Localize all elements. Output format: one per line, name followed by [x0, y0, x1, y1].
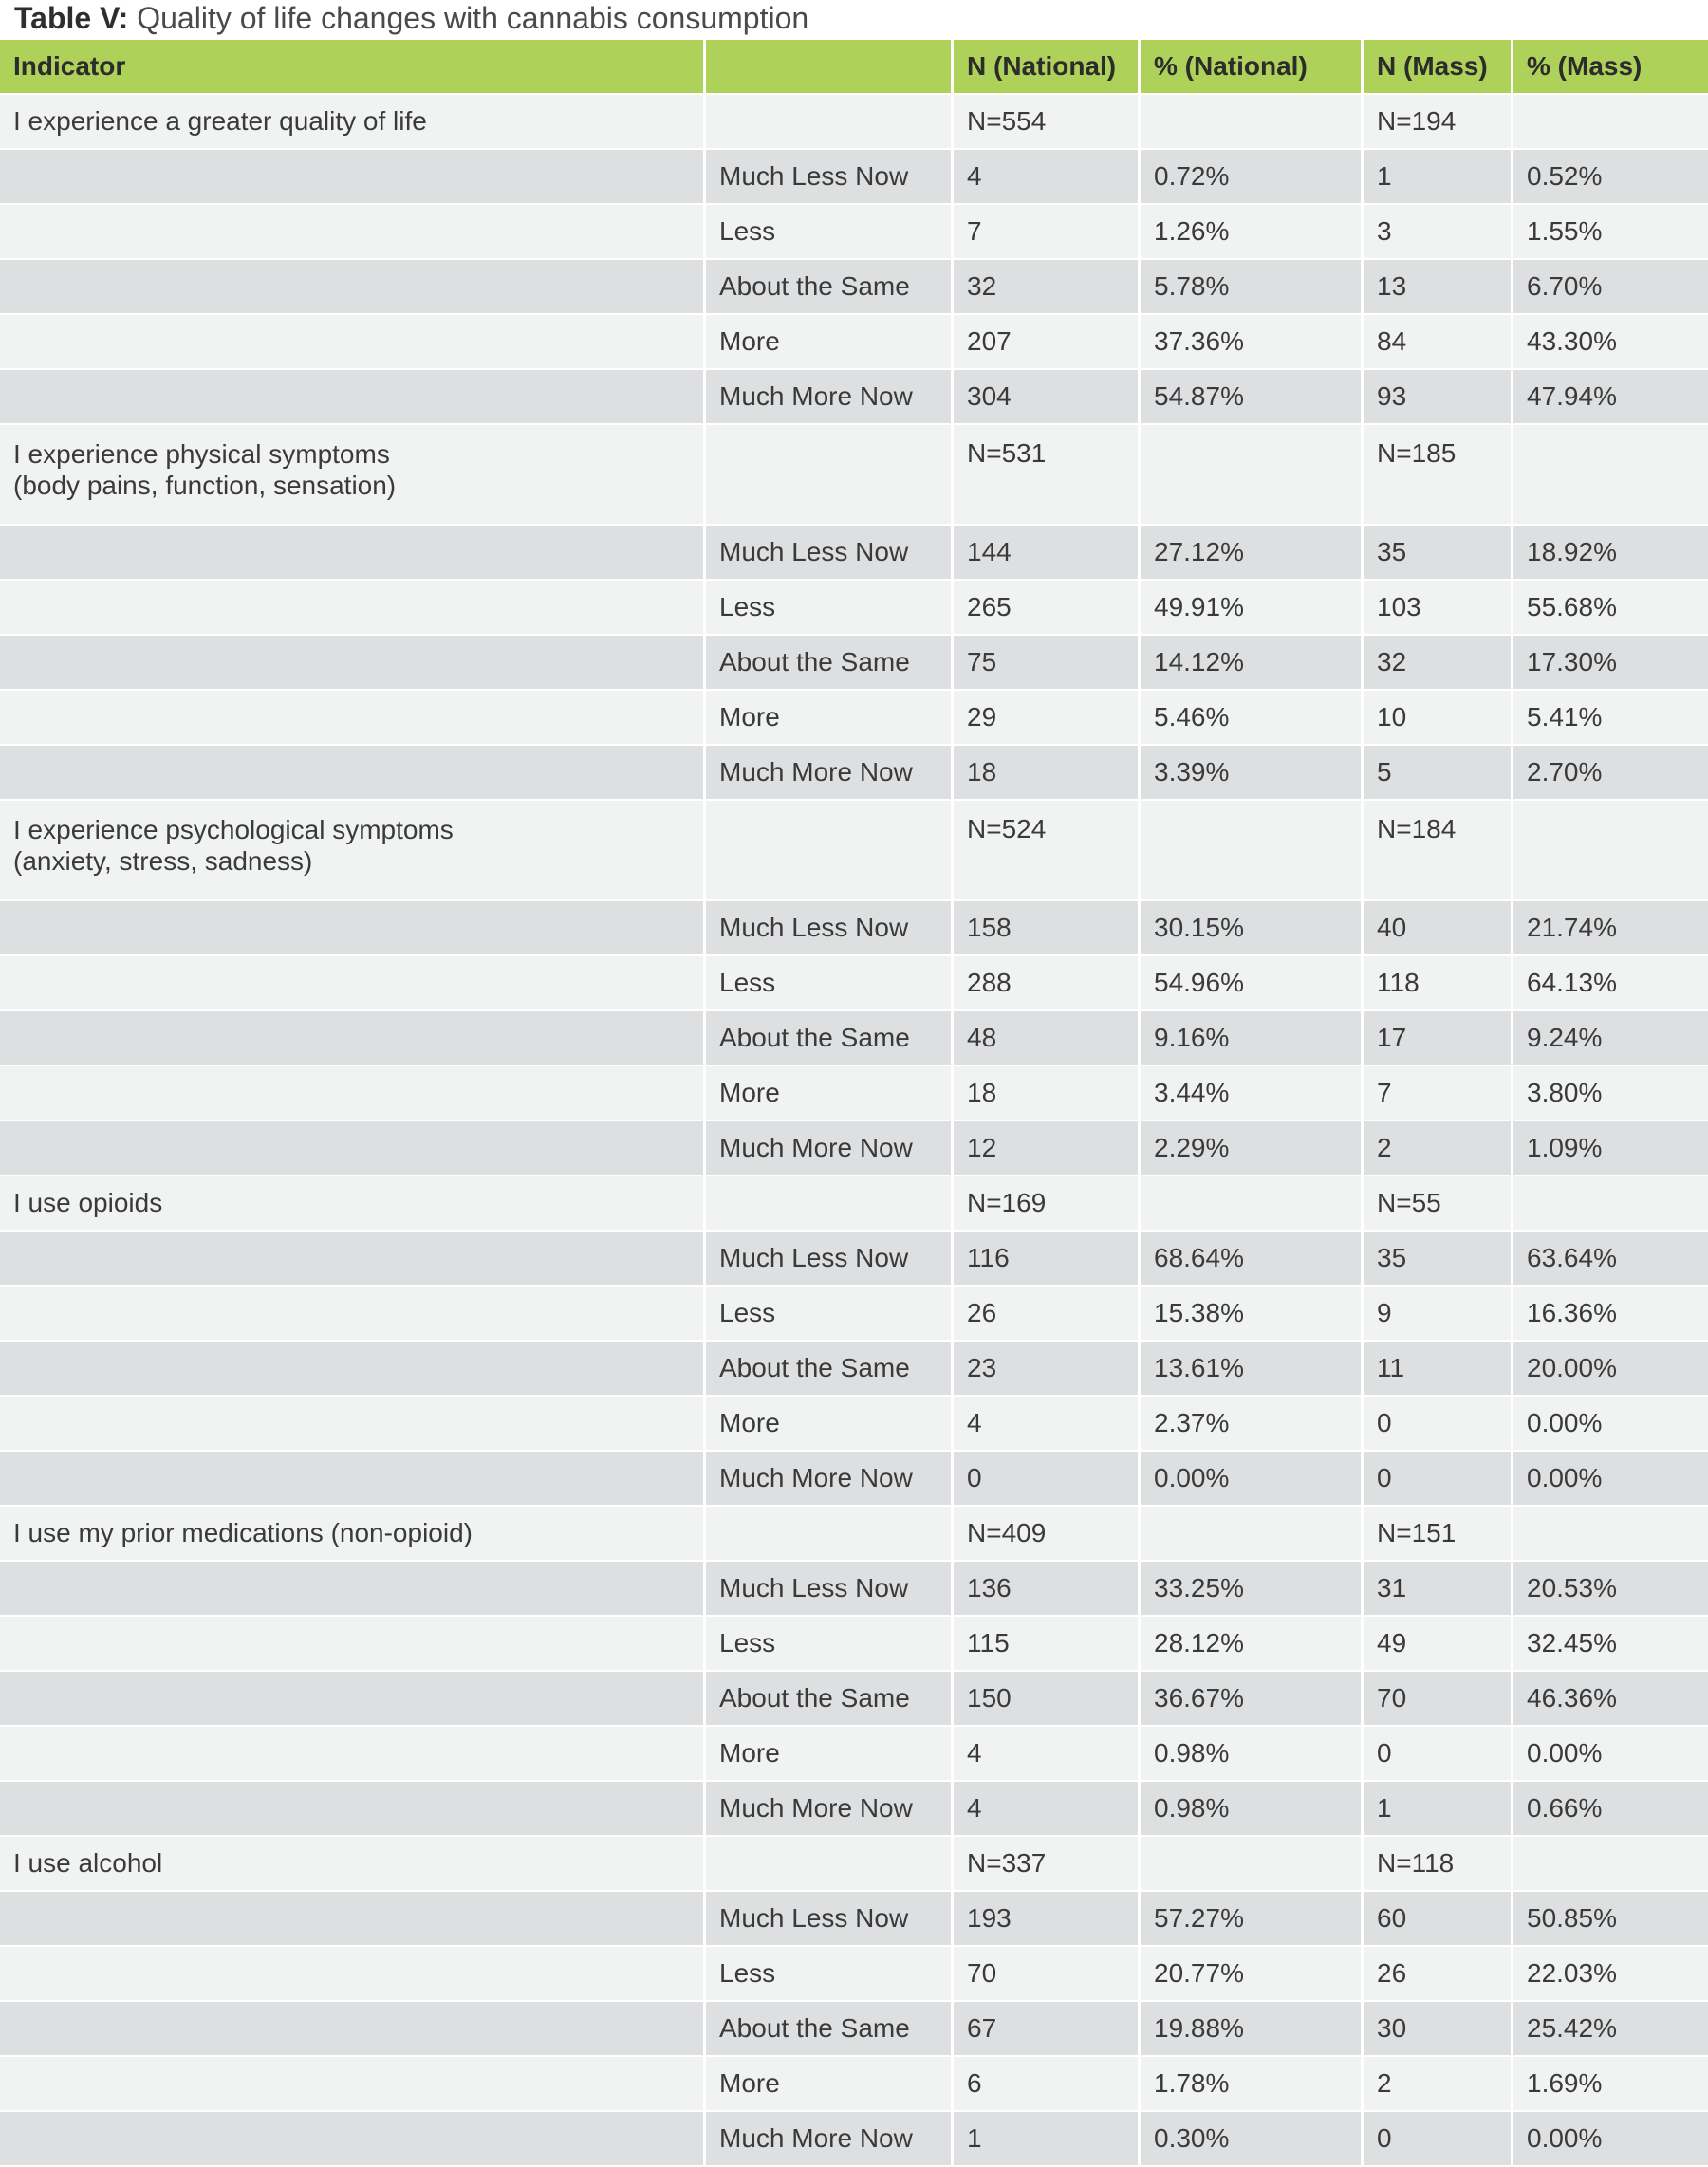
pct-mass-value: 55.68%: [1513, 581, 1708, 636]
table-row: [0, 1066, 1708, 1121]
indicator-cell: [0, 370, 706, 425]
n-mass-value: 0: [1364, 2112, 1513, 2167]
pct-national-value: 5.78%: [1141, 260, 1364, 315]
table-row: [0, 691, 1708, 746]
table-row: [0, 370, 1708, 425]
n-mass-value: 31: [1364, 1562, 1513, 1617]
pct-national-value: 1.78%: [1141, 2057, 1364, 2112]
response-label: Less: [706, 956, 954, 1011]
pct-national-value: 19.88%: [1141, 2002, 1364, 2057]
n-mass-value: 118: [1364, 956, 1513, 1011]
table-row: [0, 956, 1708, 1011]
table-row: [0, 1397, 1708, 1452]
n-national-value: 23: [954, 1342, 1141, 1397]
indicator-cell: [0, 1232, 706, 1287]
header-pct-mass: % (Mass): [1513, 40, 1708, 95]
table-row: [0, 1727, 1708, 1782]
indicator-label: I experience psychological symptoms: [13, 815, 454, 844]
n-mass-value: 84: [1364, 315, 1513, 370]
section-header-row: [0, 1837, 1708, 1892]
indicator-cell: [0, 1892, 706, 1947]
n-national-value: 18: [954, 746, 1141, 801]
pct-national-value: 3.44%: [1141, 1066, 1364, 1121]
n-national-value: 288: [954, 956, 1141, 1011]
pct-national-value: 0.00%: [1141, 1452, 1364, 1507]
n-national-total: N=337: [954, 1837, 1141, 1892]
n-mass-value: 17: [1364, 1011, 1513, 1066]
pct-mass-value: 0.00%: [1513, 2112, 1708, 2167]
response-label: About the Same: [706, 1342, 954, 1397]
pct-mass-cell: [1513, 95, 1708, 150]
n-mass-value: 35: [1364, 1232, 1513, 1287]
indicator-cell: [0, 1507, 706, 1562]
indicator-cell: [0, 801, 706, 901]
indicator-cell: [0, 1121, 706, 1176]
section-header-row: [0, 1507, 1708, 1562]
pct-mass-value: 1.09%: [1513, 1121, 1708, 1176]
pct-national-value: 68.64%: [1141, 1232, 1364, 1287]
table-caption-label: Table V:: [14, 1, 129, 35]
response-label: Less: [706, 1617, 954, 1672]
pct-national-value: 3.39%: [1141, 746, 1364, 801]
n-mass-value: 30: [1364, 2002, 1513, 2057]
pct-mass-value: 18.92%: [1513, 526, 1708, 581]
n-mass-value: 40: [1364, 901, 1513, 956]
n-national-value: 193: [954, 1892, 1141, 1947]
results-table: [0, 40, 1708, 2167]
indicator-label: I use my prior medications (non-opioid): [13, 1518, 473, 1547]
response-label: More: [706, 1727, 954, 1782]
pct-mass-value: 25.42%: [1513, 2002, 1708, 2057]
response-label: Less: [706, 205, 954, 260]
pct-national-value: 2.29%: [1141, 1121, 1364, 1176]
pct-national-value: 1.26%: [1141, 205, 1364, 260]
table-row: [0, 1287, 1708, 1342]
pct-national-value: 20.77%: [1141, 1947, 1364, 2002]
n-mass-value: 9: [1364, 1287, 1513, 1342]
indicator-cell: [0, 526, 706, 581]
n-national-value: 75: [954, 636, 1141, 691]
table-row: [0, 315, 1708, 370]
pct-mass-value: 32.45%: [1513, 1617, 1708, 1672]
table-caption-text: Quality of life changes with cannabis consumption: [137, 1, 809, 35]
pct-mass-value: 22.03%: [1513, 1947, 1708, 2002]
n-national-value: 1: [954, 2112, 1141, 2167]
table-row: [0, 1452, 1708, 1507]
table-body: [0, 95, 1708, 2167]
table-row: [0, 2057, 1708, 2112]
n-national-value: 144: [954, 526, 1141, 581]
response-label: Much Less Now: [706, 1892, 954, 1947]
indicator-cell: [0, 1342, 706, 1397]
indicator-cell: [0, 1837, 706, 1892]
pct-mass-value: 20.00%: [1513, 1342, 1708, 1397]
header-row: [0, 40, 1708, 95]
indicator-label: I use opioids: [13, 1188, 163, 1217]
n-mass-value: 70: [1364, 1672, 1513, 1727]
response-label: About the Same: [706, 636, 954, 691]
pct-mass-value: 1.69%: [1513, 2057, 1708, 2112]
pct-mass-value: 0.00%: [1513, 1727, 1708, 1782]
pct-mass-value: 20.53%: [1513, 1562, 1708, 1617]
n-national-total: N=409: [954, 1507, 1141, 1562]
pct-mass-value: 16.36%: [1513, 1287, 1708, 1342]
response-label: Much Less Now: [706, 1232, 954, 1287]
pct-mass-value: 5.41%: [1513, 691, 1708, 746]
pct-national-value: 49.91%: [1141, 581, 1364, 636]
response-label: Less: [706, 1947, 954, 2002]
pct-mass-cell: [1513, 801, 1708, 901]
n-national-value: 32: [954, 260, 1141, 315]
indicator-cell: [0, 150, 706, 205]
n-national-value: 4: [954, 1782, 1141, 1837]
pct-national-value: 30.15%: [1141, 901, 1364, 956]
n-national-value: 6: [954, 2057, 1141, 2112]
n-mass-total: N=184: [1364, 801, 1513, 901]
n-mass-value: 3: [1364, 205, 1513, 260]
n-national-value: 265: [954, 581, 1141, 636]
n-national-value: 150: [954, 1672, 1141, 1727]
n-national-value: 158: [954, 901, 1141, 956]
pct-national-cell: [1141, 1837, 1364, 1892]
pct-mass-value: 0.00%: [1513, 1397, 1708, 1452]
n-mass-value: 7: [1364, 1066, 1513, 1121]
n-national-value: 4: [954, 1727, 1141, 1782]
response-label: More: [706, 1397, 954, 1452]
header-pct-national: % (National): [1141, 40, 1364, 95]
n-national-value: 304: [954, 370, 1141, 425]
indicator-sublabel: (anxiety, stress, sadness): [13, 846, 313, 876]
n-mass-value: 1: [1364, 1782, 1513, 1837]
response-label: About the Same: [706, 1011, 954, 1066]
pct-national-value: 0.30%: [1141, 2112, 1364, 2167]
table-row: [0, 746, 1708, 801]
pct-mass-value: 50.85%: [1513, 1892, 1708, 1947]
table-row: [0, 2002, 1708, 2057]
indicator-sublabel: (body pains, function, sensation): [13, 471, 397, 500]
n-national-value: 70: [954, 1947, 1141, 2002]
indicator-cell: [0, 1011, 706, 1066]
n-mass-value: 93: [1364, 370, 1513, 425]
pct-national-value: 28.12%: [1141, 1617, 1364, 1672]
response-cell: [706, 1507, 954, 1562]
pct-national-cell: [1141, 1507, 1364, 1562]
pct-mass-cell: [1513, 1176, 1708, 1232]
table-row: [0, 1121, 1708, 1176]
response-label: Much Less Now: [706, 1562, 954, 1617]
response-label: More: [706, 315, 954, 370]
n-national-value: 29: [954, 691, 1141, 746]
table-row: [0, 581, 1708, 636]
section-header-row: [0, 425, 1708, 526]
n-national-total: N=169: [954, 1176, 1141, 1232]
section-header-row: [0, 801, 1708, 901]
indicator-cell: [0, 1066, 706, 1121]
n-mass-value: 35: [1364, 526, 1513, 581]
response-label: About the Same: [706, 1672, 954, 1727]
pct-national-value: 37.36%: [1141, 315, 1364, 370]
indicator-cell: [0, 1452, 706, 1507]
n-mass-value: 0: [1364, 1452, 1513, 1507]
n-mass-value: 32: [1364, 636, 1513, 691]
indicator-cell: [0, 1782, 706, 1837]
header-n-national: N (National): [954, 40, 1141, 95]
n-mass-total: N=185: [1364, 425, 1513, 526]
n-national-value: 115: [954, 1617, 1141, 1672]
pct-mass-value: 9.24%: [1513, 1011, 1708, 1066]
n-mass-total: N=151: [1364, 1507, 1513, 1562]
response-label: Much Less Now: [706, 901, 954, 956]
response-label: More: [706, 691, 954, 746]
indicator-cell: [0, 746, 706, 801]
response-label: Less: [706, 581, 954, 636]
n-mass-value: 2: [1364, 1121, 1513, 1176]
pct-mass-value: 21.74%: [1513, 901, 1708, 956]
table-row: [0, 526, 1708, 581]
n-national-value: 26: [954, 1287, 1141, 1342]
response-label: Much Less Now: [706, 150, 954, 205]
section-header-row: [0, 95, 1708, 150]
indicator-cell: [0, 581, 706, 636]
indicator-cell: [0, 315, 706, 370]
pct-mass-cell: [1513, 1837, 1708, 1892]
indicator-cell: [0, 2002, 706, 2057]
indicator-cell: [0, 1176, 706, 1232]
indicator-cell: [0, 205, 706, 260]
response-cell: [706, 1176, 954, 1232]
indicator-label: I use alcohol: [13, 1848, 163, 1878]
indicator-cell: [0, 1947, 706, 2002]
pct-national-value: 14.12%: [1141, 636, 1364, 691]
pct-national-value: 13.61%: [1141, 1342, 1364, 1397]
n-mass-value: 13: [1364, 260, 1513, 315]
n-national-total: N=554: [954, 95, 1141, 150]
n-national-value: 18: [954, 1066, 1141, 1121]
table-row: [0, 260, 1708, 315]
response-cell: [706, 1837, 954, 1892]
response-label: About the Same: [706, 2002, 954, 2057]
indicator-cell: [0, 1672, 706, 1727]
pct-mass-value: 0.00%: [1513, 1452, 1708, 1507]
table-header: [0, 40, 1708, 95]
header-response: [706, 40, 954, 95]
indicator-cell: [0, 2112, 706, 2167]
table-row: [0, 636, 1708, 691]
header-n-mass: N (Mass): [1364, 40, 1513, 95]
pct-national-value: 54.87%: [1141, 370, 1364, 425]
pct-national-value: 36.67%: [1141, 1672, 1364, 1727]
response-label: More: [706, 1066, 954, 1121]
n-mass-value: 2: [1364, 2057, 1513, 2112]
pct-mass-cell: [1513, 1507, 1708, 1562]
table-row: [0, 1342, 1708, 1397]
n-national-value: 136: [954, 1562, 1141, 1617]
n-mass-value: 5: [1364, 746, 1513, 801]
indicator-cell: [0, 901, 706, 956]
pct-mass-value: 0.52%: [1513, 150, 1708, 205]
indicator-cell: [0, 1562, 706, 1617]
indicator-cell: [0, 95, 706, 150]
response-label: Much Less Now: [706, 526, 954, 581]
pct-national-value: 2.37%: [1141, 1397, 1364, 1452]
pct-mass-value: 64.13%: [1513, 956, 1708, 1011]
pct-national-cell: [1141, 801, 1364, 901]
response-label: Much More Now: [706, 370, 954, 425]
pct-national-value: 57.27%: [1141, 1892, 1364, 1947]
pct-national-value: 0.98%: [1141, 1782, 1364, 1837]
indicator-cell: [0, 1287, 706, 1342]
response-label: Much More Now: [706, 2112, 954, 2167]
indicator-cell: [0, 956, 706, 1011]
indicator-cell: [0, 2057, 706, 2112]
response-label: Much More Now: [706, 1452, 954, 1507]
table-row: [0, 2112, 1708, 2167]
n-mass-value: 26: [1364, 1947, 1513, 2002]
response-label: About the Same: [706, 260, 954, 315]
pct-mass-value: 3.80%: [1513, 1066, 1708, 1121]
n-mass-value: 1: [1364, 150, 1513, 205]
response-label: Much More Now: [706, 746, 954, 801]
n-national-value: 48: [954, 1011, 1141, 1066]
table-row: [0, 1011, 1708, 1066]
n-mass-value: 49: [1364, 1617, 1513, 1672]
n-mass-value: 0: [1364, 1397, 1513, 1452]
pct-national-cell: [1141, 95, 1364, 150]
n-mass-value: 11: [1364, 1342, 1513, 1397]
n-national-value: 207: [954, 315, 1141, 370]
n-mass-total: N=55: [1364, 1176, 1513, 1232]
n-national-value: 4: [954, 150, 1141, 205]
response-cell: [706, 95, 954, 150]
response-label: Much More Now: [706, 1121, 954, 1176]
indicator-cell: [0, 1397, 706, 1452]
indicator-label: I experience physical symptoms: [13, 439, 390, 469]
pct-mass-value: 43.30%: [1513, 315, 1708, 370]
pct-mass-value: 2.70%: [1513, 746, 1708, 801]
n-mass-value: 103: [1364, 581, 1513, 636]
response-cell: [706, 801, 954, 901]
n-national-value: 7: [954, 205, 1141, 260]
n-national-value: 0: [954, 1452, 1141, 1507]
pct-national-value: 0.98%: [1141, 1727, 1364, 1782]
pct-mass-cell: [1513, 425, 1708, 526]
table-row: [0, 1892, 1708, 1947]
n-national-total: N=524: [954, 801, 1141, 901]
indicator-cell: [0, 1617, 706, 1672]
n-national-value: 67: [954, 2002, 1141, 2057]
indicator-cell: [0, 1727, 706, 1782]
pct-national-cell: [1141, 1176, 1364, 1232]
table-row: [0, 1782, 1708, 1837]
table-caption: [0, 0, 1708, 40]
response-label: More: [706, 2057, 954, 2112]
table-row: [0, 1617, 1708, 1672]
pct-national-value: 0.72%: [1141, 150, 1364, 205]
pct-mass-value: 63.64%: [1513, 1232, 1708, 1287]
pct-mass-value: 1.55%: [1513, 205, 1708, 260]
response-label: Much More Now: [706, 1782, 954, 1837]
pct-mass-value: 47.94%: [1513, 370, 1708, 425]
table-row: [0, 1562, 1708, 1617]
response-label: Less: [706, 1287, 954, 1342]
pct-mass-value: 17.30%: [1513, 636, 1708, 691]
n-national-value: 116: [954, 1232, 1141, 1287]
n-mass-value: 10: [1364, 691, 1513, 746]
indicator-cell: [0, 636, 706, 691]
n-national-total: N=531: [954, 425, 1141, 526]
n-national-value: 12: [954, 1121, 1141, 1176]
section-header-row: [0, 1176, 1708, 1232]
pct-national-value: 15.38%: [1141, 1287, 1364, 1342]
pct-mass-value: 0.66%: [1513, 1782, 1708, 1837]
table-row: [0, 1947, 1708, 2002]
pct-national-cell: [1141, 425, 1364, 526]
response-cell: [706, 425, 954, 526]
table-row: [0, 150, 1708, 205]
indicator-cell: [0, 691, 706, 746]
pct-national-value: 5.46%: [1141, 691, 1364, 746]
indicator-cell: [0, 425, 706, 526]
pct-mass-value: 6.70%: [1513, 260, 1708, 315]
n-mass-value: 60: [1364, 1892, 1513, 1947]
pct-national-value: 27.12%: [1141, 526, 1364, 581]
indicator-label: I experience a greater quality of life: [13, 106, 427, 136]
table-row: [0, 1232, 1708, 1287]
pct-national-value: 9.16%: [1141, 1011, 1364, 1066]
pct-national-value: 54.96%: [1141, 956, 1364, 1011]
pct-national-value: 33.25%: [1141, 1562, 1364, 1617]
table-row: [0, 901, 1708, 956]
header-indicator: Indicator: [0, 40, 706, 95]
n-national-value: 4: [954, 1397, 1141, 1452]
pct-mass-value: 46.36%: [1513, 1672, 1708, 1727]
indicator-cell: [0, 260, 706, 315]
table-row: [0, 205, 1708, 260]
n-mass-total: N=118: [1364, 1837, 1513, 1892]
n-mass-total: N=194: [1364, 95, 1513, 150]
n-mass-value: 0: [1364, 1727, 1513, 1782]
table-row: [0, 1672, 1708, 1727]
